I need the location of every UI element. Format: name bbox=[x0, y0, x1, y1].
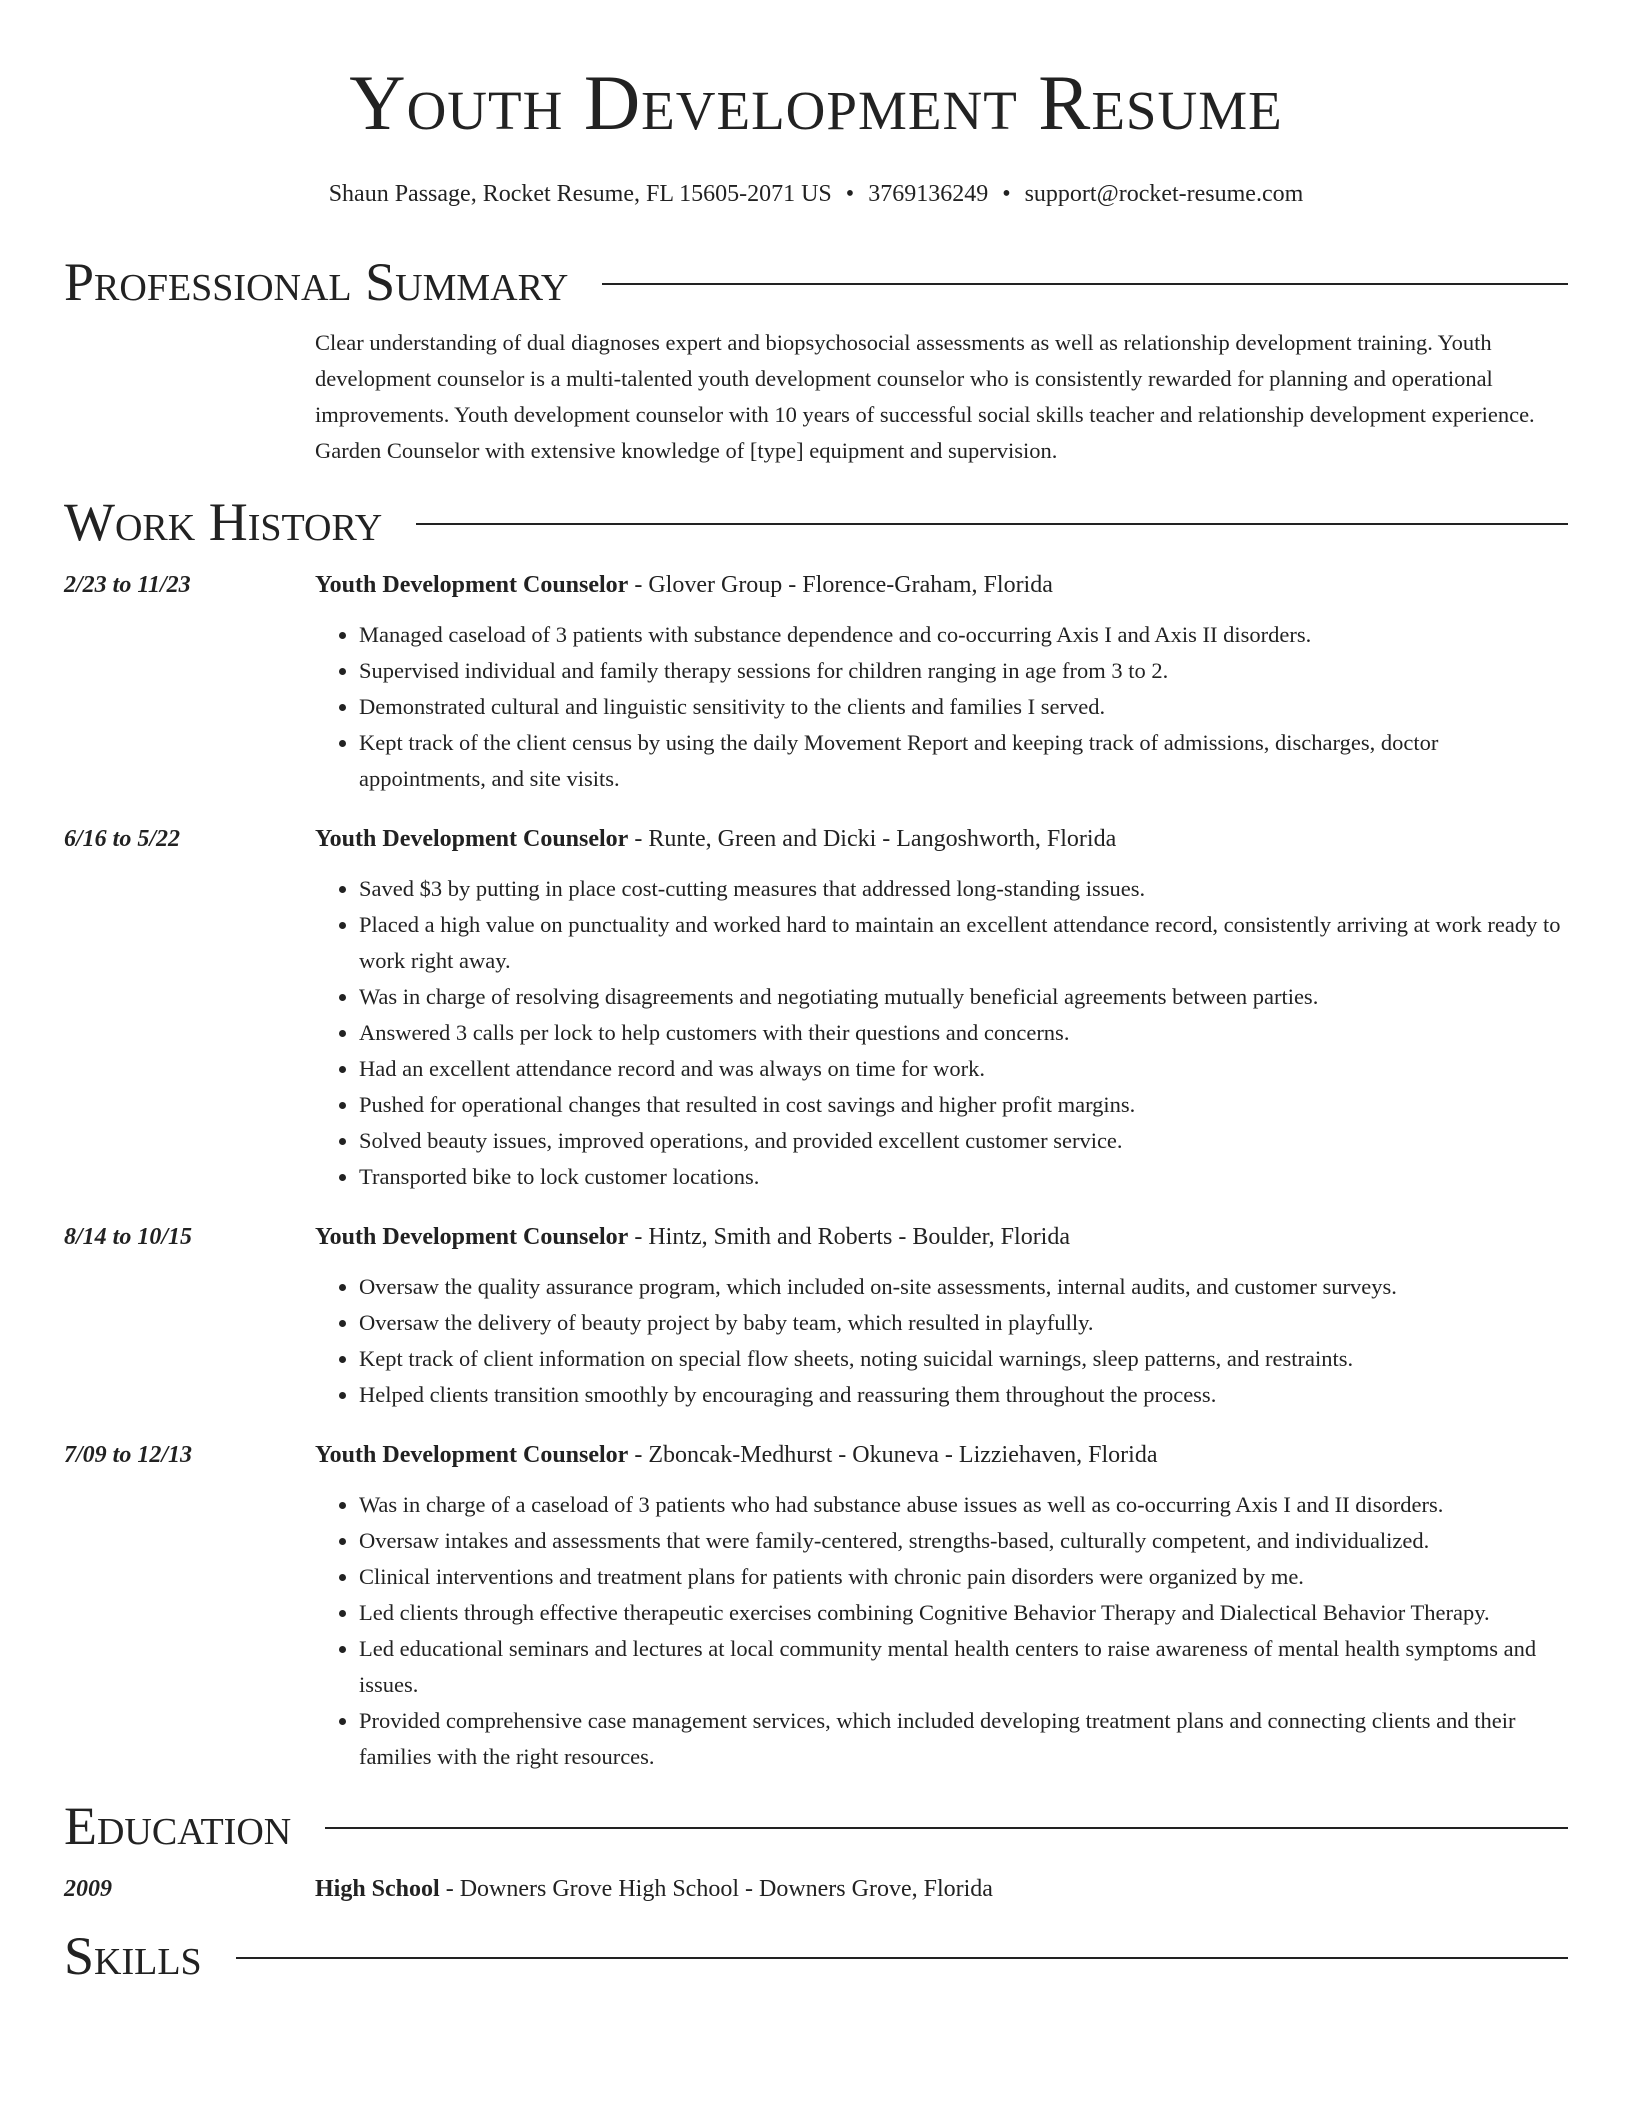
education-section-header bbox=[64, 1795, 1568, 1856]
section-divider bbox=[236, 1957, 1568, 1959]
job-bullet: • Oversaw the delivery of beauty project by baby team, which resulted in playfully. bbox=[359, 1305, 1568, 1341]
job-body bbox=[315, 567, 1568, 797]
job-bullet: • Solved beauty issues, improved operations, and provided excellent customer service. bbox=[359, 1123, 1568, 1159]
job-details: - Zboncak-Medhurst - Okuneva - Lizziehaven, Florida bbox=[628, 1441, 1158, 1468]
job-header bbox=[315, 1437, 1568, 1473]
job-details: - Hintz, Smith and Roberts - Boulder, Florida bbox=[628, 1223, 1070, 1250]
job-details: - Runte, Green and Dicki - Langoshworth, Florida bbox=[628, 825, 1117, 852]
separator-dot: • bbox=[1002, 181, 1011, 207]
job-body bbox=[315, 821, 1568, 1195]
section-divider bbox=[416, 523, 1568, 525]
job-bullet: • Clinical interventions and treatment plans for patients with chronic pain disorders were organized by me. bbox=[359, 1559, 1568, 1595]
job-bullets bbox=[315, 617, 1568, 797]
job-role: Youth Development Counselor bbox=[315, 825, 629, 852]
job-dates: 6/16 to 5/22 bbox=[64, 825, 181, 852]
job-bullets bbox=[315, 1269, 1568, 1413]
job-bullet: • Transported bike to lock customer locations. bbox=[359, 1159, 1568, 1195]
job-bullet: • Helped clients transition smoothly by encouraging and reassuring them throughout the process. bbox=[359, 1377, 1568, 1413]
section-title-education: Education bbox=[64, 1795, 292, 1856]
education-entry bbox=[64, 1871, 1568, 1907]
job-bullet: • Saved $3 by putting in place cost-cutting measures that addressed long-standing issues. bbox=[359, 871, 1568, 907]
job-bullet: • Was in charge of resolving disagreements and negotiating mutually beneficial agreements between parties. bbox=[359, 979, 1568, 1015]
job-body bbox=[315, 1219, 1568, 1413]
job-entry bbox=[64, 1219, 1568, 1413]
work-history-list bbox=[64, 567, 1568, 1775]
contact-line bbox=[64, 180, 1568, 209]
education-header bbox=[315, 1871, 1568, 1907]
job-header bbox=[315, 1219, 1568, 1255]
contact-email: support@rocket-resume.com bbox=[1024, 181, 1304, 207]
job-role: Youth Development Counselor bbox=[315, 1223, 629, 1250]
resume-title: Youth Development Resume bbox=[349, 59, 1283, 146]
summary-text: Clear understanding of dual diagnoses expert and biopsychosocial assessments as well as relationship development training. Youth development counselor is a multi-talented youth development counselor who is consistently rewarded for planning and operational improvements. Youth development counselor with 10 years of successful social skills teacher and relationship development experience. Garden Counselor with extensive knowledge of [type] equipment and supervision. bbox=[315, 329, 1535, 463]
job-dates: 2/23 to 11/23 bbox=[64, 571, 191, 598]
job-bullets bbox=[315, 871, 1568, 1195]
job-bullet: • Pushed for operational changes that resulted in cost savings and higher profit margins. bbox=[359, 1087, 1568, 1123]
job-role: Youth Development Counselor bbox=[315, 571, 629, 598]
education-details: - Downers Grove High School - Downers Grove, Florida bbox=[439, 1875, 993, 1902]
summary-section-header bbox=[64, 251, 1568, 312]
job-header bbox=[315, 821, 1568, 857]
job-dates: 7/09 to 12/13 bbox=[64, 1441, 193, 1468]
job-bullet: • Supervised individual and family therapy sessions for children ranging in age from 3 to 2. bbox=[359, 653, 1568, 689]
job-details: - Glover Group - Florence-Graham, Florida bbox=[628, 571, 1053, 598]
job-entry bbox=[64, 567, 1568, 797]
job-entry bbox=[64, 1437, 1568, 1775]
job-bullet: • Was in charge of a caseload of 3 patients who had substance abuse issues as well as co-occurring Axis I and II disorders. bbox=[359, 1487, 1568, 1523]
job-bullets bbox=[315, 1487, 1568, 1775]
separator-dot: • bbox=[845, 181, 855, 207]
education-body bbox=[315, 1871, 1568, 1907]
section-divider bbox=[325, 1827, 1568, 1829]
job-bullet: • Led educational seminars and lectures at local community mental health centers to raise awareness of mental health symptoms and issues. bbox=[359, 1631, 1568, 1703]
contact-address: Shaun Passage, Rocket Resume, FL 15605-2071 US bbox=[328, 181, 832, 207]
job-bullet: • Managed caseload of 3 patients with substance dependence and co-occurring Axis I and Axis II disorders. bbox=[359, 617, 1568, 653]
job-bullet: • Demonstrated cultural and linguistic sensitivity to the clients and families I served. bbox=[359, 689, 1568, 725]
section-title-summary: Professional Summary bbox=[64, 251, 569, 312]
education-dates: 2009 bbox=[64, 1875, 112, 1902]
job-bullet: • Placed a high value on punctuality and worked hard to maintain an excellent attendance record, consistently arriving at work ready to work right away. bbox=[359, 907, 1568, 979]
job-bullet: • Oversaw intakes and assessments that were family-centered, strengths-based, culturally competent, and individualized. bbox=[359, 1523, 1568, 1559]
job-bullet: • Kept track of the client census by using the daily Movement Report and keeping track of admissions, discharges, doctor appointments, and site visits. bbox=[359, 725, 1568, 797]
work-section-header bbox=[64, 491, 1568, 552]
job-bullet: • Led clients through effective therapeutic exercises combining Cognitive Behavior Therapy and Dialectical Behavior Therapy. bbox=[359, 1595, 1568, 1631]
job-bullet: • Answered 3 calls per lock to help customers with their questions and concerns. bbox=[359, 1015, 1568, 1051]
education-degree: High School bbox=[315, 1875, 440, 1902]
job-bullet: • Provided comprehensive case management services, which included developing treatment plans and connecting clients and their families with the right resources. bbox=[359, 1703, 1568, 1775]
job-bullet: • Kept track of client information on special flow sheets, noting suicidal warnings, sleep patterns, and restraints. bbox=[359, 1341, 1568, 1377]
section-title-work: Work History bbox=[64, 491, 383, 552]
job-bullet: • Had an excellent attendance record and was always on time for work. bbox=[359, 1051, 1568, 1087]
job-header bbox=[315, 567, 1568, 603]
section-title-skills: Skills bbox=[64, 1925, 202, 1986]
job-body bbox=[315, 1437, 1568, 1775]
job-entry bbox=[64, 821, 1568, 1195]
skills-section-header bbox=[64, 1925, 1568, 1986]
job-bullet: • Oversaw the quality assurance program, which included on-site assessments, internal audits, and customer surveys. bbox=[359, 1269, 1568, 1305]
section-divider bbox=[602, 283, 1568, 285]
job-role: Youth Development Counselor bbox=[315, 1441, 629, 1468]
job-dates: 8/14 to 10/15 bbox=[64, 1223, 193, 1250]
contact-phone: 3769136249 bbox=[868, 181, 989, 207]
